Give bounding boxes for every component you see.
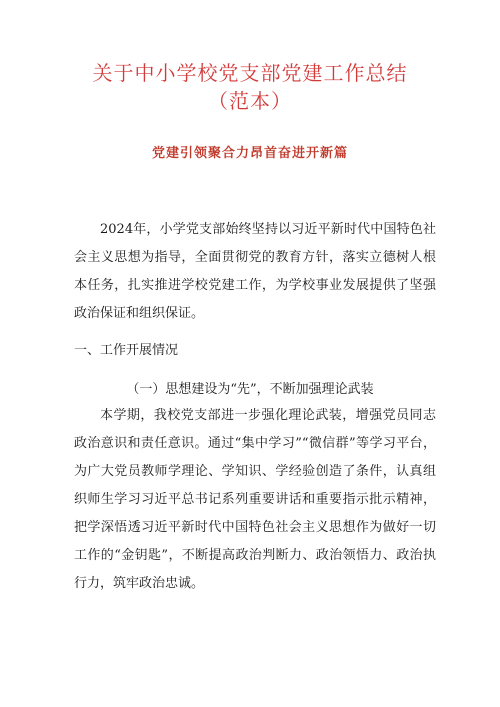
subsection-heading: （一）思想建设为“先”，不断加强理论武装 — [126, 382, 374, 397]
section-heading: 一、工作开展情况 — [74, 343, 179, 358]
document-title: 关于中小学校党支部党建工作总结 — [92, 61, 408, 85]
document-title-note: （范本） — [208, 89, 292, 113]
intro-paragraph: 2024年，小学党支部始终坚持以习近平新时代中国特色社会主义思想为指导，全面贯彻党的教育方针，落实立德树人根本任务，扎实推进学校党建工作，为学校事业发展提供了坚强政治保证和组织保证。 — [74, 222, 436, 321]
document-subtitle: 党建引领聚合力昂首奋进开新篇 — [151, 146, 348, 161]
body-paragraph: 本学期，我校党支部进一步强化理论武装，增强党员同志政治意识和责任意识。通过“集中学习”“微信群”等学习平台，为广大党员教师学理论、学知识、学经验创造了条件，认真组织师生学习习近平总书记系列重要讲话和重要指示批示精神，把学深悟透习近平新时代中国特色社会主义思想作为做好一切工作的“金钥匙”，不断提高政治判断力、政治领悟力、政治执行力，筑牢政治忠诚。 — [74, 408, 436, 591]
